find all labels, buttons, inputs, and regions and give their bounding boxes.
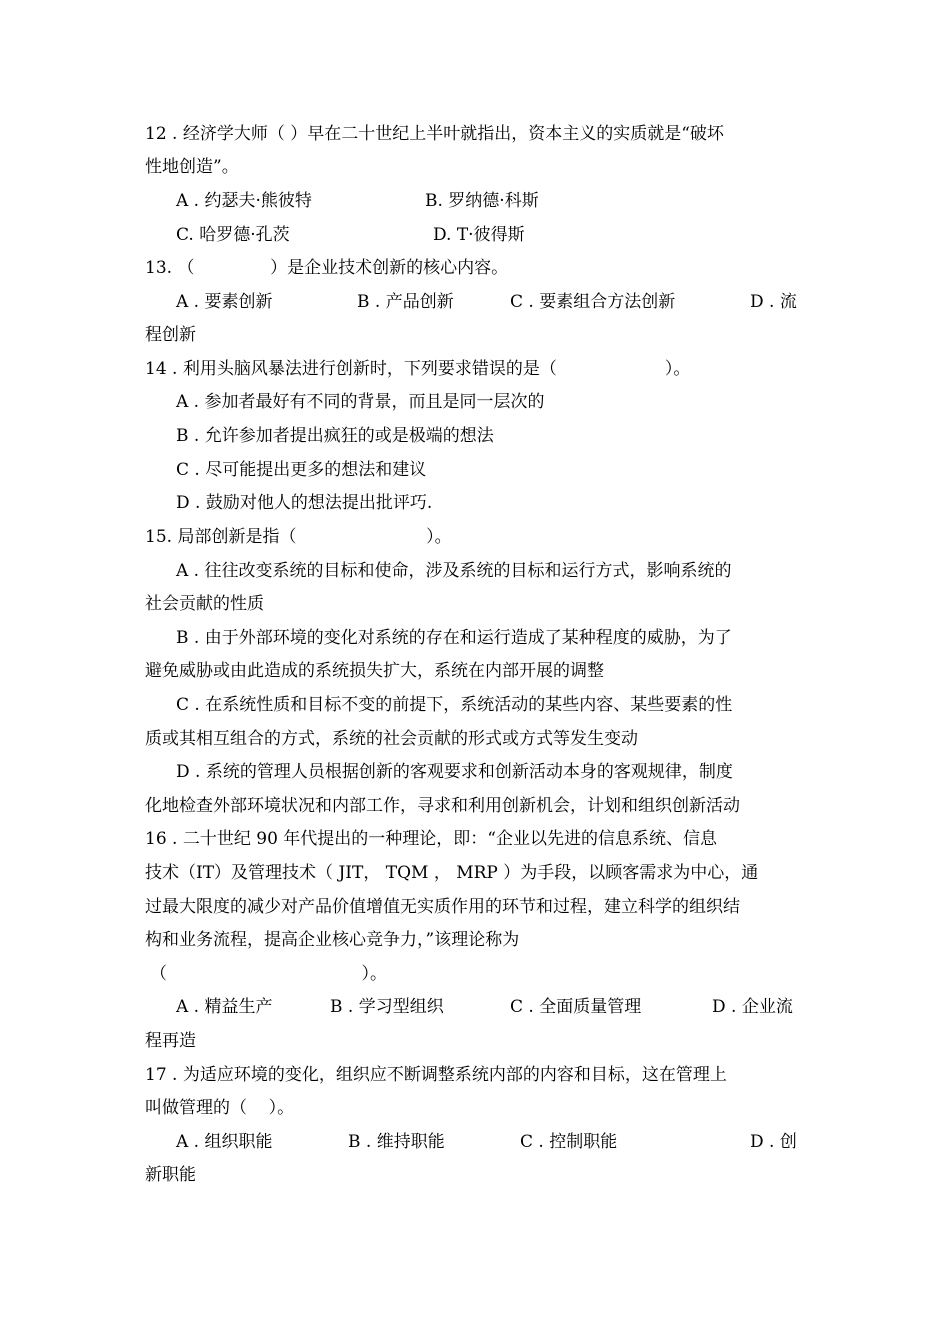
question-15-option-d-line-2: 化地检查外部环境状况和内部工作，寻求和利用创新机会，计划和组织创新活动	[145, 796, 740, 816]
question-14-stem: 14 . 利用头脑风暴法进行创新时，下列要求错误的是（ ）。	[145, 359, 691, 379]
question-16-option-c: C . 全面质量管理	[510, 997, 642, 1017]
question-16-option-d-continuation: 程再造	[145, 1031, 196, 1051]
question-15-option-d-line-1: D . 系统的管理人员根据创新的客观要求和创新活动本身的客观规律，制度	[176, 762, 733, 782]
question-16-stem-line-5: （ ）。	[150, 964, 388, 984]
question-15-option-a-line-2: 社会贡献的性质	[145, 594, 264, 614]
question-13-option-d: D . 流	[750, 292, 797, 312]
question-14-option-c: C . 尽可能提出更多的想法和建议	[176, 460, 427, 480]
question-17-option-a: A . 组织职能	[176, 1132, 273, 1152]
question-15-option-a-line-1: A . 往往改变系统的目标和使命，涉及系统的目标和运行方式，影响系统的	[176, 561, 732, 581]
question-13-option-b: B . 产品创新	[357, 292, 454, 312]
question-12-option-c: C. 哈罗德·孔茨	[176, 225, 290, 245]
question-13-option-c: C . 要素组合方法创新	[510, 292, 676, 312]
question-15-stem: 15. 局部创新是指（ ）。	[145, 527, 452, 547]
question-17-stem-line-1: 17 . 为适应环境的变化，组织应不断调整系统内部的内容和目标，这在管理上	[145, 1065, 727, 1085]
question-14-option-d: D . 鼓励对他人的想法提出批评巧.	[176, 493, 433, 513]
question-15-option-c-line-1: C . 在系统性质和目标不变的前提下，系统活动的某些内容、某些要素的性	[176, 695, 733, 715]
question-13-option-d-continuation: 程创新	[145, 325, 196, 345]
question-15-option-c-line-2: 质或其相互组合的方式，系统的社会贡献的形式或方式等发生变动	[145, 729, 638, 749]
question-15-option-b-line-1: B . 由于外部环境的变化对系统的存在和运行造成了某种程度的威胁，为了	[176, 628, 732, 648]
question-14-option-b: B . 允许参加者提出疯狂的或是极端的想法	[176, 426, 494, 446]
question-16-option-b: B . 学习型组织	[330, 997, 444, 1017]
question-12-option-d: D. T·彼得斯	[433, 225, 525, 245]
question-13-option-a: A . 要素创新	[176, 292, 273, 312]
question-16-stem-line-2: 技术（IT）及管理技术（ JIT， TQM ， MRP ）为手段，以顾客需求为中心，通	[145, 863, 759, 883]
question-17-option-d: D . 创	[750, 1132, 797, 1152]
question-14-option-a: A . 参加者最好有不同的背景，而且是同一层次的	[176, 392, 545, 412]
question-12-stem-line-2: 性地创造”。	[145, 157, 239, 177]
question-12-stem-line-1: 12 . 经济学大师（ ）早在二十世纪上半叶就指出，资本主义的实质就是“破坏	[145, 124, 724, 144]
question-16-stem-line-4: 构和业务流程，提高企业核心竞争力，”该理论称为	[145, 930, 520, 950]
question-16-stem-line-3: 过最大限度的减少对产品价值增值无实质作用的环节和过程，建立科学的组织结	[145, 897, 740, 917]
question-17-option-d-continuation: 新职能	[145, 1165, 196, 1185]
question-12-option-b: B. 罗纳德·科斯	[425, 191, 539, 211]
question-17-option-c: C . 控制职能	[520, 1132, 618, 1152]
question-17-option-b: B . 维持职能	[348, 1132, 445, 1152]
question-16-stem-line-1: 16 . 二十世纪 90 年代提出的一种理论，即：“企业以先进的信息系统、信息	[145, 829, 717, 849]
question-12-option-a: A . 约瑟夫·熊彼特	[176, 191, 312, 211]
question-13-stem: 13. （ ）是企业技术创新的核心内容。	[145, 258, 509, 278]
question-16-option-a: A . 精益生产	[176, 997, 273, 1017]
question-16-option-d: D . 企业流	[712, 997, 793, 1017]
question-15-option-b-line-2: 避免威胁或由此造成的系统损失扩大，系统在内部开展的调整	[145, 661, 604, 681]
question-17-stem-line-2: 叫做管理的（ ）。	[145, 1098, 295, 1118]
